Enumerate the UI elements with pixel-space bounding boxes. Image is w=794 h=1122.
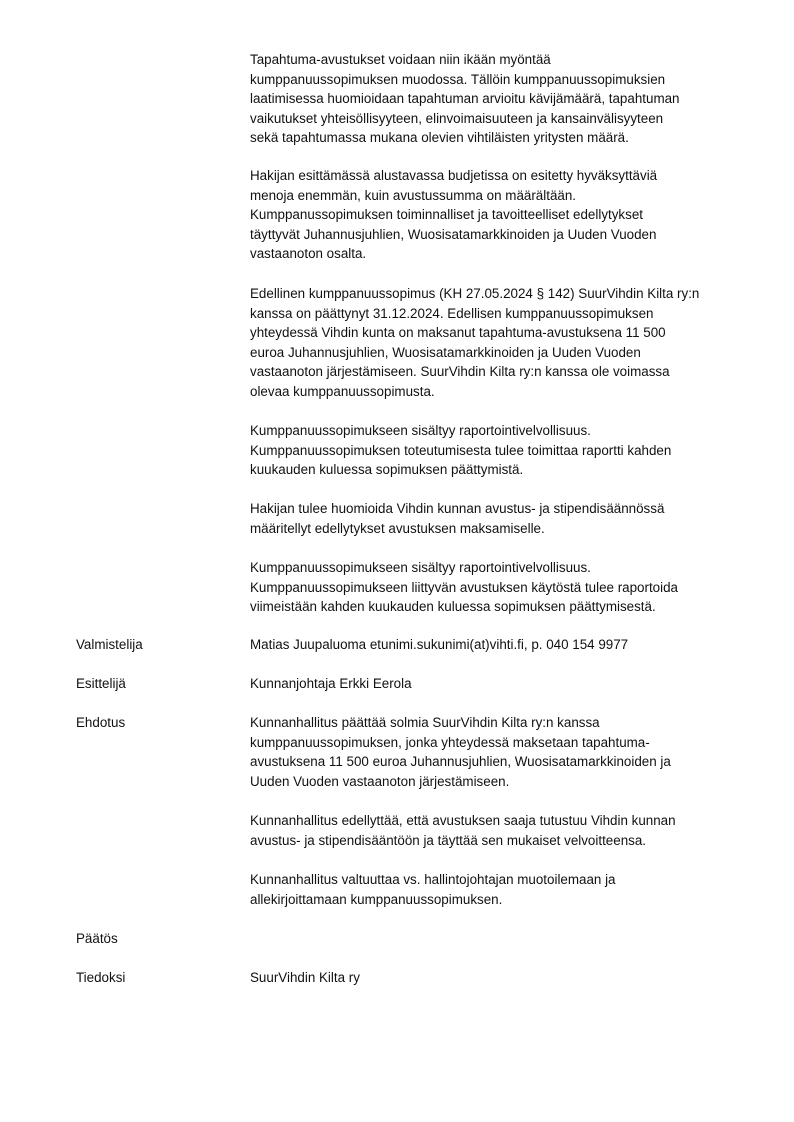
text-line: Kunnanhallitus edellyttää, että avustuksen saaja tutustuu Vihdin kunnan [250,813,676,828]
text-line: Kumppanuussopimukseen sisältyy raportointivelvollisuus. [250,423,591,438]
body-paragraph-2 [250,166,750,264]
text-line: vastaanoton osalta. [250,246,367,262]
body-paragraph-3 [250,284,750,402]
text-line: Kumppanussopimuksen toiminnalliset ja tavoitteelliset edellytykset [250,207,643,223]
tiedoksi-value: SuurVihdin Kilta ry [250,970,360,985]
text-line: Kumppanuussopimuksen toteutumisesta tulee toimittaa raportti kahden [250,442,672,458]
text-line: Kumppanuussopimukseen liittyvän avustuksen käytöstä tulee raportoida [250,579,679,595]
text-line: kanssa on päättynyt 31.12.2024. Edellisen kumppanuussopimuksen [250,305,654,321]
text-line: vastaanoton järjestämiseen. SuurVihdin Kilta ry:n kanssa ole voimassa [250,364,670,380]
body-paragraph-5 [250,499,750,538]
ehdotus-paragraph-3 [250,870,750,909]
ehdotus-label: Ehdotus [76,715,126,730]
text-line: Kumppanuussopimukseen sisältyy raportointivelvollisuus. [250,560,591,575]
text-line: viimeistään kahden kuukauden kuluessa sopimuksen päättymisestä. [250,599,656,615]
valmistelija-label: Valmistelija [76,637,143,652]
ehdotus-paragraph-2 [250,811,750,850]
body-paragraph-4 [250,421,750,480]
text-line: kuukauden kuluessa sopimuksen päättymistä. [250,462,524,478]
text-line: laatimisessa huomioidaan tapahtuman arvioitu kävijämäärä, tapahtuman [250,91,680,107]
body-paragraph-6 [250,558,750,617]
esittelija-label: Esittelijä [76,676,126,691]
text-line: kumppanuussopimuksen muodossa. Tällöin kumppanuussopimuksien [250,71,666,87]
text-line: Tapahtuma-avustukset voidaan niin ikään myöntää [250,52,551,67]
text-line: allekirjoittamaan kumppanuussopimuksen. [250,891,503,907]
esittelija-value: Kunnanjohtaja Erkki Eerola [250,676,412,691]
text-line: menoja enemmän, kuin avustussumma on määrältään. [250,187,577,203]
text-line: vaikutukset yhteisöllisyyteen, elinvoimaisuuteen ja kansainvälisyyteen [250,110,664,126]
text-line: kumppanuussopimuksen, jonka yhteydessä maksetaan tapahtuma- [250,734,650,750]
text-line: avustus- ja stipendisääntöön ja täyttää sen mukaiset velvoitteensa. [250,832,646,848]
text-line: yhteydessä Vihdin kunta on maksanut tapahtuma-avustuksena 11 500 [250,325,666,341]
text-line: avustuksena 11 500 euroa Juhannusjuhlien, Wuosisatamarkkinoiden ja [250,754,671,770]
text-line: Kunnanhallitus valtuuttaa vs. hallintojohtajan muotoilemaan ja [250,872,616,887]
paatos-label: Päätös [76,931,118,946]
tiedoksi-label: Tiedoksi [76,970,126,985]
text-line: Hakijan tulee huomioida Vihdin kunnan avustus- ja stipendisäännössä [250,501,665,516]
text-line: täyttyvät Juhannusjuhlien, Wuosisatamarkkinoiden ja Uuden Vuoden [250,226,657,242]
text-line: Hakijan esittämässä alustavassa budjetissa on esitetty hyväksyttäviä [250,168,658,183]
text-line: Kunnanhallitus päättää solmia SuurVihdin Kilta ry:n kanssa [250,715,600,730]
text-line: Uuden Vuoden vastaanoton järjestämiseen. [250,773,510,789]
ehdotus-paragraph-1 [250,713,750,791]
text-line: Edellinen kumppanuussopimus (KH 27.05.2024 § 142) SuurVihdin Kilta ry:n [250,286,700,301]
body-paragraph-1 [250,50,750,148]
text-line: olevaa kumppanuussopimusta. [250,383,435,399]
text-line: sekä tapahtumassa mukana olevien vihtiläisten yritysten määrä. [250,130,629,146]
text-line: määritellyt edellytykset avustuksen maksamiselle. [250,520,545,536]
text-line: euroa Juhannusjuhlien, Wuosisatamarkkinoiden ja Uuden Vuoden [250,344,641,360]
valmistelija-value: Matias Juupaluoma etunimi.sukunimi(at)vihti.fi, p. 040 154 9977 [250,637,629,652]
